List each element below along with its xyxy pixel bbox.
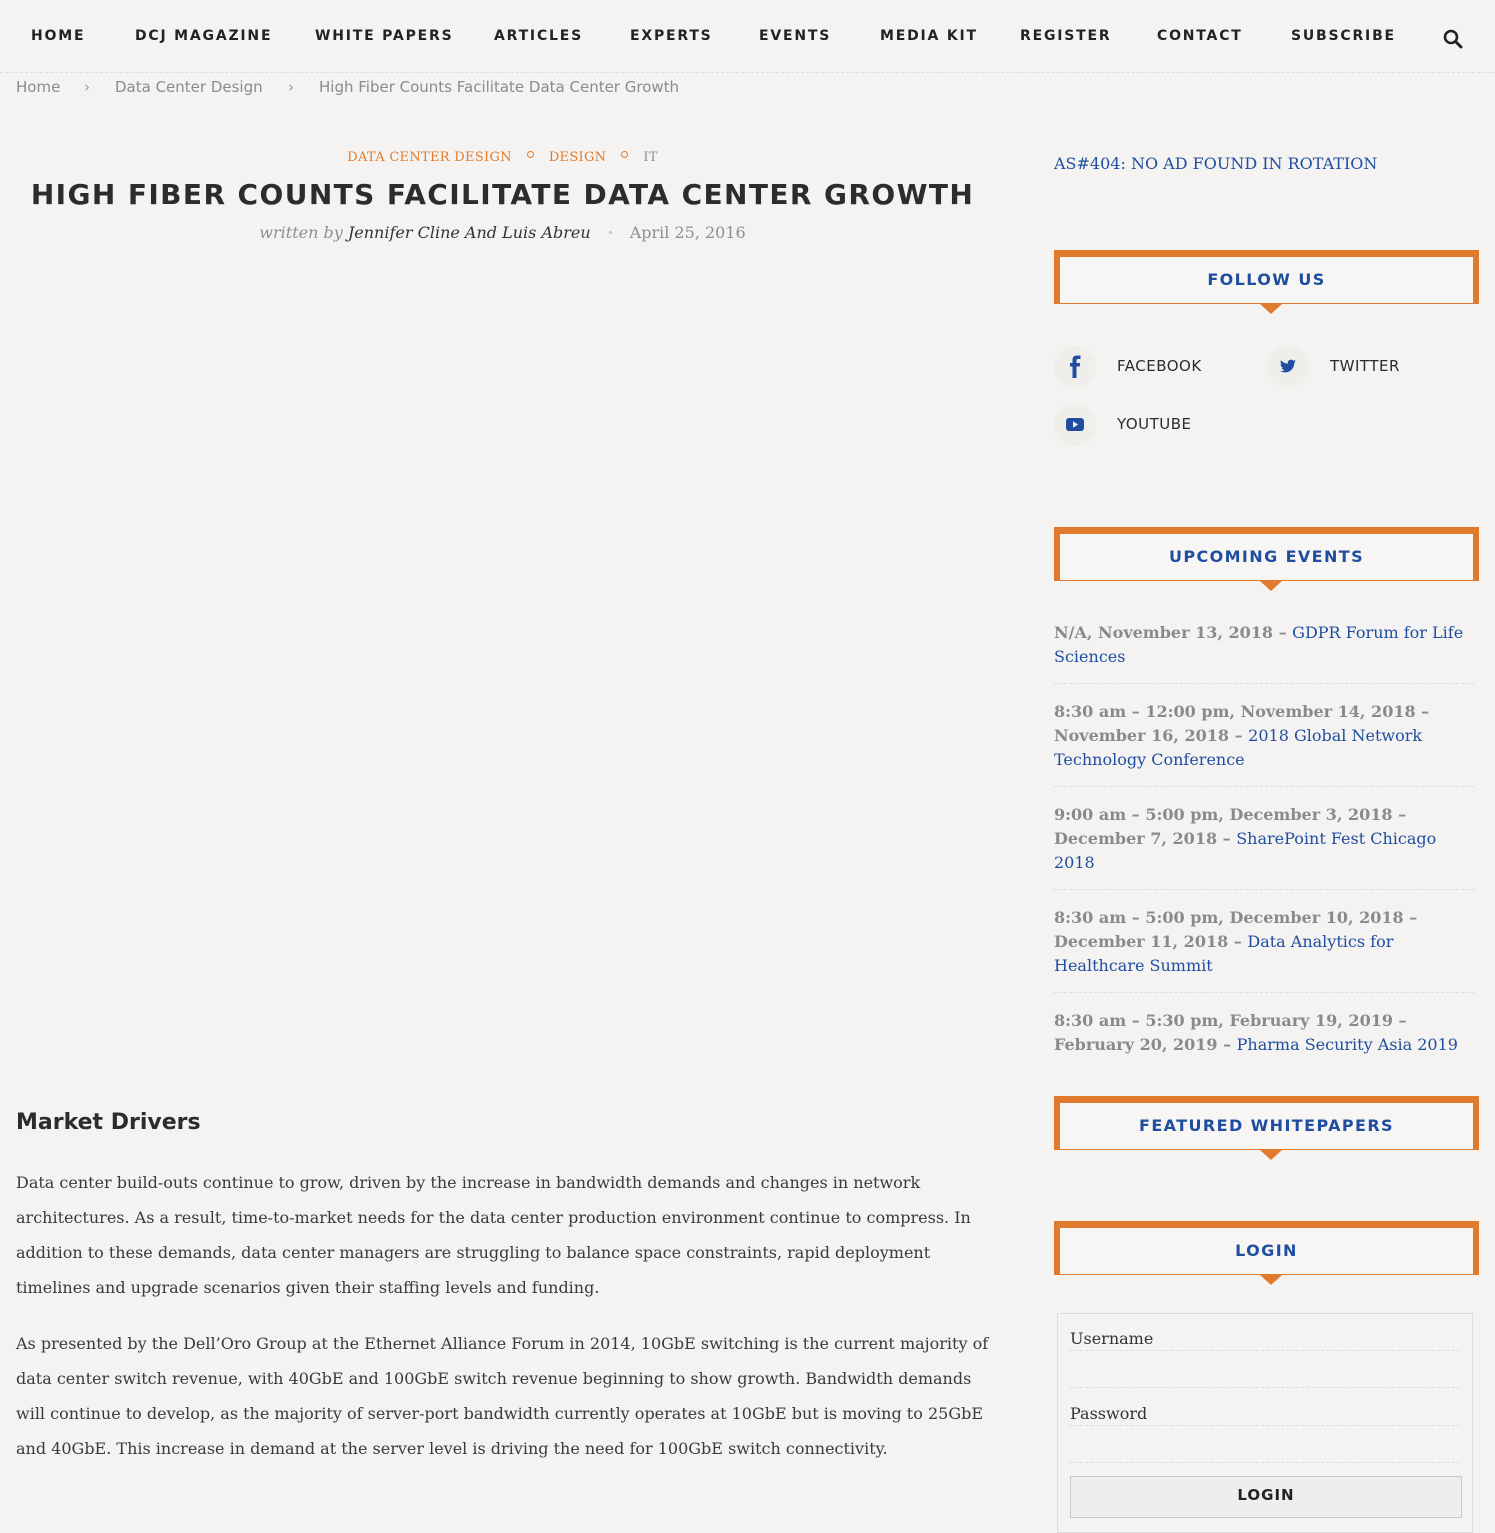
nav-item-experts[interactable]: EXPERTS (630, 28, 713, 44)
ad-notice: AS#404: NO AD FOUND IN ROTATION (1054, 154, 1378, 173)
breadcrumb-current: High Fiber Counts Facilitate Data Center Growth (319, 78, 680, 96)
event-item (1054, 700, 1474, 787)
social-label: TWITTER (1330, 357, 1400, 375)
article-title: HIGH FIBER COUNTS FACILITATE DATA CENTER GROWTH (30, 178, 975, 211)
upcoming-events-widget-title (1054, 527, 1479, 581)
event-datetime: 8:30 am – 5:30 pm, February 19, 2019 – February 20, 2019 – (1054, 1011, 1407, 1054)
follow-us-widget-title (1054, 250, 1479, 304)
widget-title-pointer (1260, 304, 1282, 314)
login-widget-title (1054, 1221, 1479, 1275)
event-link[interactable]: Data Analytics for Healthcare Summit (1054, 932, 1394, 975)
social-label: FACEBOOK (1117, 357, 1202, 375)
article-date: April 25, 2016 (629, 223, 746, 242)
login-form (1057, 1313, 1473, 1533)
password-field[interactable] (1070, 1425, 1460, 1463)
login-button[interactable]: LOGIN (1070, 1476, 1462, 1518)
event-datetime: N/A, November 13, 2018 – (1054, 623, 1293, 642)
breadcrumb-separator: › (288, 78, 294, 96)
category-separator (527, 151, 534, 158)
event-link[interactable]: GDPR Forum for Life Sciences (1054, 623, 1464, 666)
article-paragraph: Data center build-outs continue to grow, driven by the increase in bandwidth demands and changes in network architectures. As a result, time-to-market needs for the data center production environment continue to compress. In addition to these demands, data center managers are struggling to balance space constraints, rapid deployment timelines and upgrade scenarios given their staffing levels and funding. (16, 1173, 971, 1297)
widget-title-text: FEATURED WHITEPAPERS (1139, 1116, 1394, 1135)
nav-item-subscribe[interactable]: SUBSCRIBE (1291, 28, 1396, 44)
top-navigation (0, 0, 1495, 73)
event-item (1054, 1009, 1474, 1071)
event-item (1054, 621, 1474, 684)
widget-title-text: LOGIN (1235, 1241, 1298, 1260)
search-icon[interactable] (1443, 29, 1463, 49)
event-item (1054, 906, 1474, 993)
breadcrumb-home[interactable]: Home (16, 78, 61, 96)
event-link[interactable]: Pharma Security Asia 2019 (1236, 1035, 1458, 1054)
event-datetime: 9:00 am – 5:00 pm, December 3, 2018 – December 7, 2018 – (1054, 805, 1407, 848)
article-meta (0, 223, 1005, 242)
nav-item-home[interactable]: HOME (31, 28, 86, 44)
author-link[interactable]: Jennifer Cline And Luis Abreu (347, 223, 591, 242)
event-datetime: 8:30 am – 5:00 pm, December 10, 2018 – December 11, 2018 – (1054, 908, 1418, 951)
widget-title-pointer (1260, 1275, 1282, 1285)
nav-item-white-papers[interactable]: WHITE PAPERS (315, 28, 454, 44)
breadcrumb-separator: › (84, 78, 90, 96)
nav-item-articles[interactable]: ARTICLES (494, 28, 583, 44)
category-link-it[interactable]: IT (643, 150, 658, 165)
article-paragraph: As presented by the Dell’Oro Group at the Ethernet Alliance Forum in 2014, 10GbE switching is the current majority of data center switch revenue, with 40GbE and 100GbE switch revenue beginning to show growth. Bandwidth demands will continue to develop, as the majority of server-port bandwidth currently operates at 10GbE but is moving to 25GbE and 40GbE. This increase in demand at the server level is driving the need for 100GbE switch connectivity. (16, 1334, 989, 1458)
category-link-data-center-design[interactable]: DATA CENTER DESIGN (347, 150, 512, 165)
featured-whitepapers-widget-title (1054, 1096, 1479, 1150)
written-by-label: written by (259, 223, 343, 242)
event-link[interactable]: SharePoint Fest Chicago 2018 (1054, 829, 1437, 872)
event-datetime: 8:30 am – 12:00 pm, November 14, 2018 – November 16, 2018 – (1054, 702, 1430, 745)
facebook-icon (1054, 346, 1096, 388)
nav-item-register[interactable]: REGISTER (1020, 28, 1112, 44)
twitter-icon (1267, 346, 1309, 388)
nav-item-contact[interactable]: CONTACT (1157, 28, 1243, 44)
breadcrumb-category[interactable]: Data Center Design (115, 78, 263, 96)
events-list (1054, 621, 1474, 1087)
category-separator (621, 151, 628, 158)
event-item (1054, 803, 1474, 890)
widget-title-pointer (1260, 1150, 1282, 1160)
password-label: Password (1070, 1404, 1148, 1423)
section-heading: Market Drivers (16, 1110, 201, 1135)
widget-title-text: UPCOMING EVENTS (1168, 547, 1365, 566)
widget-title-pointer (1260, 581, 1282, 591)
username-label: Username (1070, 1329, 1154, 1348)
widget-title-text: FOLLOW US (1207, 270, 1326, 289)
nav-item-media-kit[interactable]: MEDIA KIT (880, 28, 978, 44)
nav-item-events[interactable]: EVENTS (759, 28, 832, 44)
event-link[interactable]: 2018 Global Network Technology Conference (1054, 726, 1423, 769)
nav-item-dcj-magazine[interactable]: DCJ MAGAZINE (135, 28, 273, 44)
username-field[interactable] (1070, 1350, 1460, 1388)
youtube-icon (1054, 404, 1096, 446)
social-label: YOUTUBE (1117, 415, 1192, 433)
meta-separator (609, 231, 612, 234)
category-link-design[interactable]: DESIGN (548, 150, 607, 165)
article-categories (0, 150, 1005, 165)
